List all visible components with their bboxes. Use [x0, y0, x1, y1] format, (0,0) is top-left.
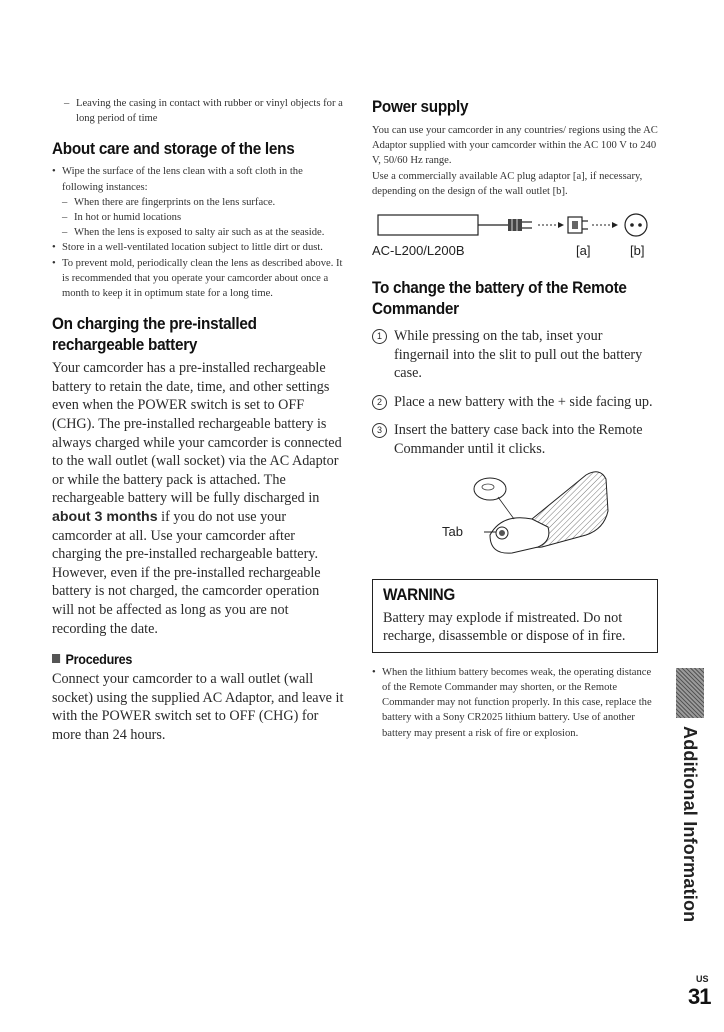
adaptor-labels [372, 243, 660, 261]
lens-list [52, 164, 344, 301]
lens-bullet-mold: • To prevent mold, periodically clean the lens as described above. It is recommended that you operate your camcorder about once a month to keep it in optimum state for a long time. [52, 256, 344, 302]
battery-p1-end: if you do not use your camcorder at all. Use your camcorder after charging the pre-installed rechargeable battery. [52, 508, 319, 563]
battery-heading: On charging the pre-installed rechargeable battery [52, 314, 257, 355]
remote-battery-illustration [372, 467, 660, 571]
lens-sub-item: – When the lens is exposed to salty air such as at the seaside. [62, 225, 344, 240]
lens-heading: About care and storage of the lens [52, 139, 295, 159]
lithium-note: • When the lithium battery becomes weak, the operating distance of the Remote Commander may shorten, or the Remote Commander may not function properly. In this case, replace the battery with a Sony CR2025 lithium battery. Use of another battery may present a risk of fire or explosion. [372, 665, 660, 741]
page-number: 31 [688, 984, 711, 1009]
lens-bullet-wipe [52, 164, 344, 240]
lens-bullet-wipe-text: Wipe the surface of the lens clean with a soft cloth in the following instances: [62, 166, 303, 193]
step-number-icon: 3 [372, 423, 387, 438]
section-tab-marker [676, 668, 704, 718]
remote-step [372, 421, 660, 458]
lens-sublist [62, 195, 344, 241]
section-tab-label: Additional Information [680, 726, 700, 923]
step-number-icon: 2 [372, 395, 387, 410]
procedures-heading [52, 650, 315, 668]
power-paragraph-2: Use a commercially available AC plug adaptor [a], if necessary, depending on the design of the wall outlet [b]. [372, 170, 643, 197]
remote-commander-illustration [372, 467, 660, 571]
square-bullet-icon [52, 654, 60, 663]
step-text: While pressing on the tab, inset your fingernail into the slit to pull out the battery case. [394, 328, 643, 382]
remote-steps [372, 327, 660, 459]
lens-sub-item: – In hot or humid locations [62, 210, 344, 225]
battery-p1-start: Your camcorder has a pre-installed rechargeable battery to retain the date, time, and other settings even when the POWER switch is set to OFF (CHG). The pre-installed rechargeable battery is always charged while your camcorder is connected to the wall outlet (wall socket) via the AC Adaptor or while the battery pack is attached. The rechargeable battery will be fully discharged in [52, 360, 342, 507]
casing-caution-list [52, 96, 344, 126]
lens-sub-item: – When there are fingerprints on the lens surface. [62, 195, 344, 210]
power-paragraph-1: You can use your camcorder in any countries/ regions using the AC Adaptor supplied with your camcorder within the AC 100 V to 240 V, 50/60 Hz range. [372, 125, 658, 167]
warning-heading: WARNING [383, 584, 456, 604]
step-text: Insert the battery case back into the Remote Commander until it clicks. [394, 422, 643, 457]
casing-caution-item: – Leaving the casing in contact with rubber or vinyl objects for a long period of time [64, 96, 344, 126]
lens-bullet-store: • Store in a well-ventilated location subject to little dirt or dust. [52, 240, 344, 255]
battery-paragraph-2: However, even if the pre-installed rechargeable battery is not charged, the camcorder operation will not be affected as long as you are not recording the date. [52, 564, 321, 637]
battery-p1-emphasis: about 3 months [52, 508, 158, 525]
step-text: Place a new battery with the + side facing up. [394, 393, 653, 410]
tab-label: Tab [442, 523, 463, 539]
remote-step [372, 327, 660, 383]
remote-heading: To change the battery of the Remote Commander [372, 278, 627, 319]
plug-adaptor-label: [a] [576, 243, 591, 259]
left-column [52, 96, 344, 745]
battery-paragraph-1 [52, 359, 344, 564]
power-heading: Power supply [372, 97, 469, 116]
procedures-text: Connect your camcorder to a wall outlet (wall socket) using the supplied AC Adaptor, and leave it with the POWER switch set to OFF (CHG) for more than 24 hours. [52, 671, 344, 743]
wall-outlet-label: [b] [630, 243, 645, 259]
adaptor-model-label: AC-L200/L200B [372, 243, 465, 259]
procedures-heading-text: Procedures [65, 651, 133, 668]
remote-step [372, 393, 660, 412]
warning-box [372, 579, 658, 653]
page-region: US [696, 974, 709, 984]
lithium-note-list [372, 665, 660, 741]
right-column [372, 96, 660, 741]
ac-adaptor-diagram [372, 209, 660, 243]
warning-text: Battery may explode if mistreated. Do not recharge, disassemble or dispose of in fire. [383, 609, 626, 645]
step-number-icon: 1 [372, 329, 387, 344]
